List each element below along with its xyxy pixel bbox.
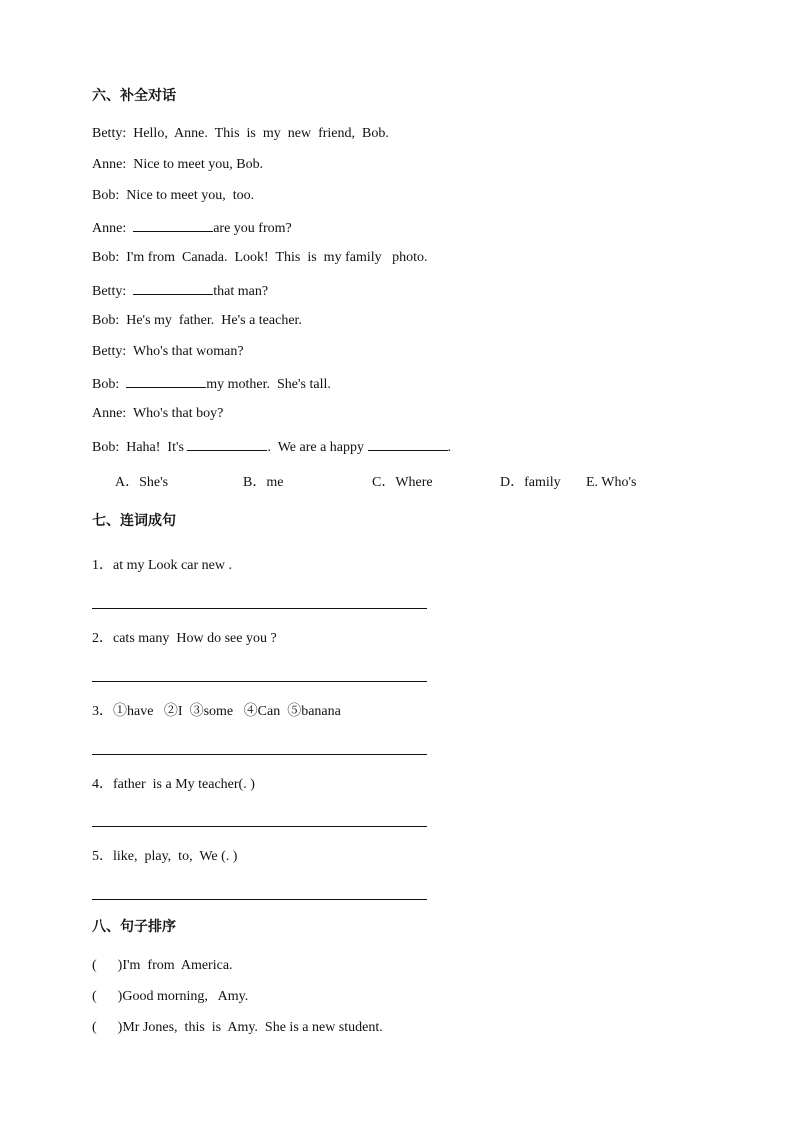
dialogue-text: Anne: [92, 221, 134, 236]
sentence-item-3: 3．①have ②I ③some ④Can ⑤banana [92, 704, 341, 719]
dialogue-line-10 [92, 405, 223, 423]
order-text: Mr Jones, this is Amy. She is a new student. [122, 1020, 383, 1035]
option-c: C．Where [372, 475, 433, 490]
dialogue-text: . We are a happy [267, 440, 368, 455]
dialogue-text: Bob: Haha! It's [92, 440, 188, 455]
answer-line-2[interactable] [92, 681, 427, 682]
fill-blank[interactable] [126, 374, 206, 388]
dialogue-text: Betty: [92, 284, 134, 299]
order-paren[interactable]: ( ) [92, 958, 123, 973]
dialogue-line-11 [92, 437, 451, 457]
answer-line-5[interactable] [92, 899, 427, 900]
dialogue-line-6 [92, 281, 268, 301]
dialogue-text: Betty: Hello, Anne. This is my new friend, Bob. [92, 126, 389, 141]
dialogue-text: . [447, 440, 452, 455]
dialogue-text: are you from? [213, 221, 292, 236]
sentence-item-4: 4．father is a My teacher(. ) [92, 777, 255, 792]
fill-blank[interactable] [368, 437, 448, 451]
answer-line-1[interactable] [92, 608, 427, 609]
answer-line-3[interactable] [92, 754, 427, 755]
dialogue-line-9 [92, 374, 331, 394]
order-text: Good morning, Amy. [122, 989, 249, 1004]
fill-blank[interactable] [133, 281, 213, 295]
order-item-2 [92, 988, 248, 1006]
order-text: I'm from America. [122, 958, 233, 973]
sentence-item-2: 2．cats many How do see you ? [92, 631, 277, 646]
dialogue-text: that man? [213, 284, 269, 299]
dialogue-text: Anne: Nice to meet you, Bob. [92, 157, 264, 172]
option-e: E. Who's [586, 475, 637, 490]
option-b: B．me [243, 475, 284, 490]
fill-blank[interactable] [187, 437, 267, 451]
dialogue-line-5 [92, 249, 428, 267]
dialogue-text: Anne: Who's that boy? [92, 406, 224, 421]
dialogue-text: Bob: I'm from Canada. Look! This is my family photo. [92, 250, 428, 265]
dialogue-line-7 [92, 312, 302, 330]
section-7-title: 七、连词成句 [92, 513, 176, 529]
order-paren[interactable]: ( ) [92, 989, 123, 1004]
section-6-title: 六、补全对话 [92, 88, 176, 104]
option-a: A．She's [115, 475, 169, 490]
dialogue-text: Betty: Who's that woman? [92, 344, 244, 359]
dialogue-text: Bob: Nice to meet you, too. [92, 188, 255, 203]
dialogue-line-1 [92, 125, 389, 143]
dialogue-text: my mother. She's tall. [206, 377, 331, 392]
dialogue-line-3 [92, 187, 254, 205]
dialogue-text: Bob: He's my father. He's a teacher. [92, 313, 302, 328]
order-item-3 [92, 1019, 383, 1037]
order-item-1 [92, 957, 233, 975]
dialogue-line-4 [92, 218, 292, 238]
dialogue-line-2 [92, 156, 263, 174]
section-8-title: 八、句子排序 [92, 919, 176, 935]
sentence-item-1: 1．at my Look car new . [92, 558, 232, 573]
order-paren[interactable]: ( ) [92, 1020, 123, 1035]
fill-blank[interactable] [133, 218, 213, 232]
answer-line-4[interactable] [92, 826, 427, 827]
dialogue-line-8 [92, 343, 244, 361]
dialogue-text: Bob: [92, 377, 127, 392]
sentence-item-5: 5．like, play, to, We (. ) [92, 849, 238, 864]
option-d: D．family [500, 475, 561, 490]
